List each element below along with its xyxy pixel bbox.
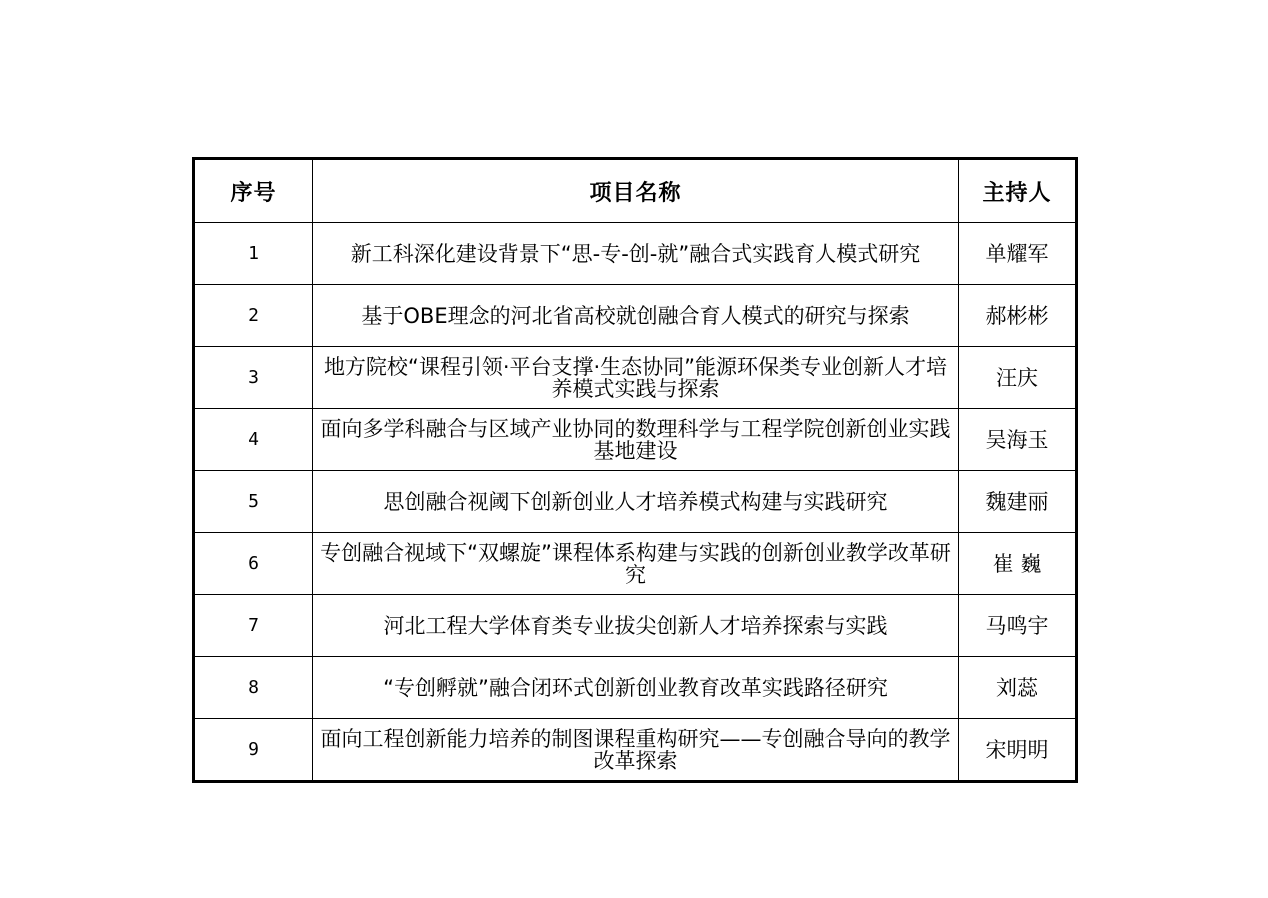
row-project-name: 河北工程大学体育类专业拔尖创新人才培养探索与实践 bbox=[313, 595, 959, 657]
row-index: 2 bbox=[194, 285, 313, 347]
row-index: 1 bbox=[194, 223, 313, 285]
table-row bbox=[194, 657, 1077, 719]
row-project-name: 地方院校“课程引领·平台支撑·生态协同”能源环保类专业创新人才培养模式实践与探索 bbox=[313, 347, 959, 409]
row-project-name: 思创融合视阈下创新创业人才培养模式构建与实践研究 bbox=[313, 471, 959, 533]
row-project-name: 专创融合视域下“双螺旋”课程体系构建与实践的创新创业教学改革研究 bbox=[313, 533, 959, 595]
header-project-name: 项目名称 bbox=[313, 159, 959, 223]
row-index: 7 bbox=[194, 595, 313, 657]
header-index: 序号 bbox=[194, 159, 313, 223]
table-row bbox=[194, 409, 1077, 471]
row-index: 4 bbox=[194, 409, 313, 471]
row-project-name: 新工科深化建设背景下“思-专-创-就”融合式实践育人模式研究 bbox=[313, 223, 959, 285]
row-index: 9 bbox=[194, 719, 313, 782]
header-host: 主持人 bbox=[959, 159, 1077, 223]
table-row bbox=[194, 533, 1077, 595]
row-index: 5 bbox=[194, 471, 313, 533]
row-project-name: 面向多学科融合与区域产业协同的数理科学与工程学院创新创业实践基地建设 bbox=[313, 409, 959, 471]
table-row bbox=[194, 471, 1077, 533]
row-index: 6 bbox=[194, 533, 313, 595]
row-host: 魏建丽 bbox=[959, 471, 1077, 533]
row-host: 宋明明 bbox=[959, 719, 1077, 782]
row-host: 崔 巍 bbox=[959, 533, 1077, 595]
table-header-row bbox=[194, 159, 1077, 223]
table-row bbox=[194, 719, 1077, 782]
row-host: 单耀军 bbox=[959, 223, 1077, 285]
row-host: 刘蕊 bbox=[959, 657, 1077, 719]
table-row bbox=[194, 223, 1077, 285]
row-project-name: “专创孵就”融合闭环式创新创业教育改革实践路径研究 bbox=[313, 657, 959, 719]
row-index: 3 bbox=[194, 347, 313, 409]
project-table bbox=[192, 157, 1078, 783]
row-host: 马鸣宇 bbox=[959, 595, 1077, 657]
row-host: 郝彬彬 bbox=[959, 285, 1077, 347]
table-row bbox=[194, 285, 1077, 347]
row-project-name: 面向工程创新能力培养的制图课程重构研究——专创融合导向的教学改革探索 bbox=[313, 719, 959, 782]
row-host: 汪庆 bbox=[959, 347, 1077, 409]
row-project-name: 基于OBE理念的河北省高校就创融合育人模式的研究与探索 bbox=[313, 285, 959, 347]
row-index: 8 bbox=[194, 657, 313, 719]
table-row bbox=[194, 347, 1077, 409]
table-row bbox=[194, 595, 1077, 657]
row-host: 吴海玉 bbox=[959, 409, 1077, 471]
